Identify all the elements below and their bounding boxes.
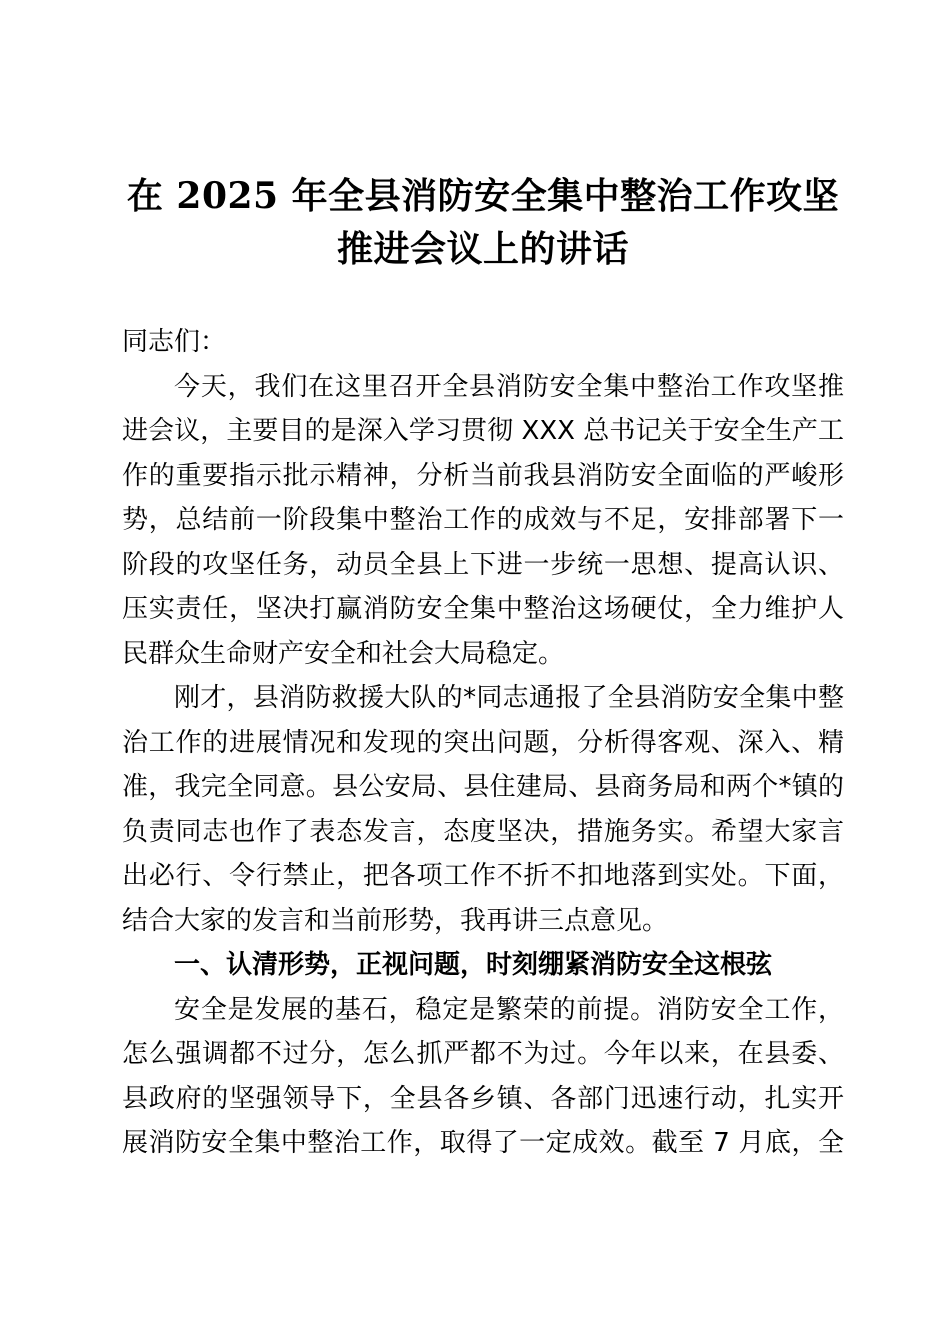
paragraph-acknowledgement: 刚才，县消防救援大队的*同志通报了全县消防安全集中整治工作的进展情况和发现的突出问题，分析得客观、深入、精准，我完全同意。县公安局、县住建局、县商务局和两个*镇的负责同志也作了表态发言，态度坚决，措施务实。希望大家言出必行、令行禁止，把各项工作不折不扣地落到实处。下面，结合大家的发言和当前形势，我再讲三点意见。 [122, 683, 844, 936]
section-heading-1: 一、认清形势，正视问题，时刻绷紧消防安全这根弦 [174, 950, 773, 980]
salutation-line: 同志们： [122, 327, 227, 357]
document-content [122, 170, 844, 1166]
paragraph-section-1-body: 安全是发展的基石，稳定是繁荣的前提。消防安全工作，怎么强调都不过分，怎么抓严都不为过。今年以来，在县委、县政府的坚强领导下，全县各乡镇、各部门迅速行动，扎实开展消防安全集中整治工作，取得了一定成效。截至 7 月底，全 [122, 994, 844, 1158]
document-title: 在 2025 年全县消防安全集中整治工作攻坚推进会议上的讲话 [126, 175, 840, 270]
paragraph-opening: 今天，我们在这里召开全县消防安全集中整治工作攻坚推进会议，主要目的是深入学习贯彻 XXX 总书记关于安全生产工作的重要指示批示精神，分析当前我县消防安全面临的严峻形势，总结前一阶段集中整治工作的成效与不足，安排部署下一阶段的攻坚任务，动员全县上下进一步统一思想、提高认识、压实责任，坚决打赢消防安全集中整治这场硬仗，全力维护人民群众生命财产安全和社会大局稳定。 [122, 371, 844, 669]
